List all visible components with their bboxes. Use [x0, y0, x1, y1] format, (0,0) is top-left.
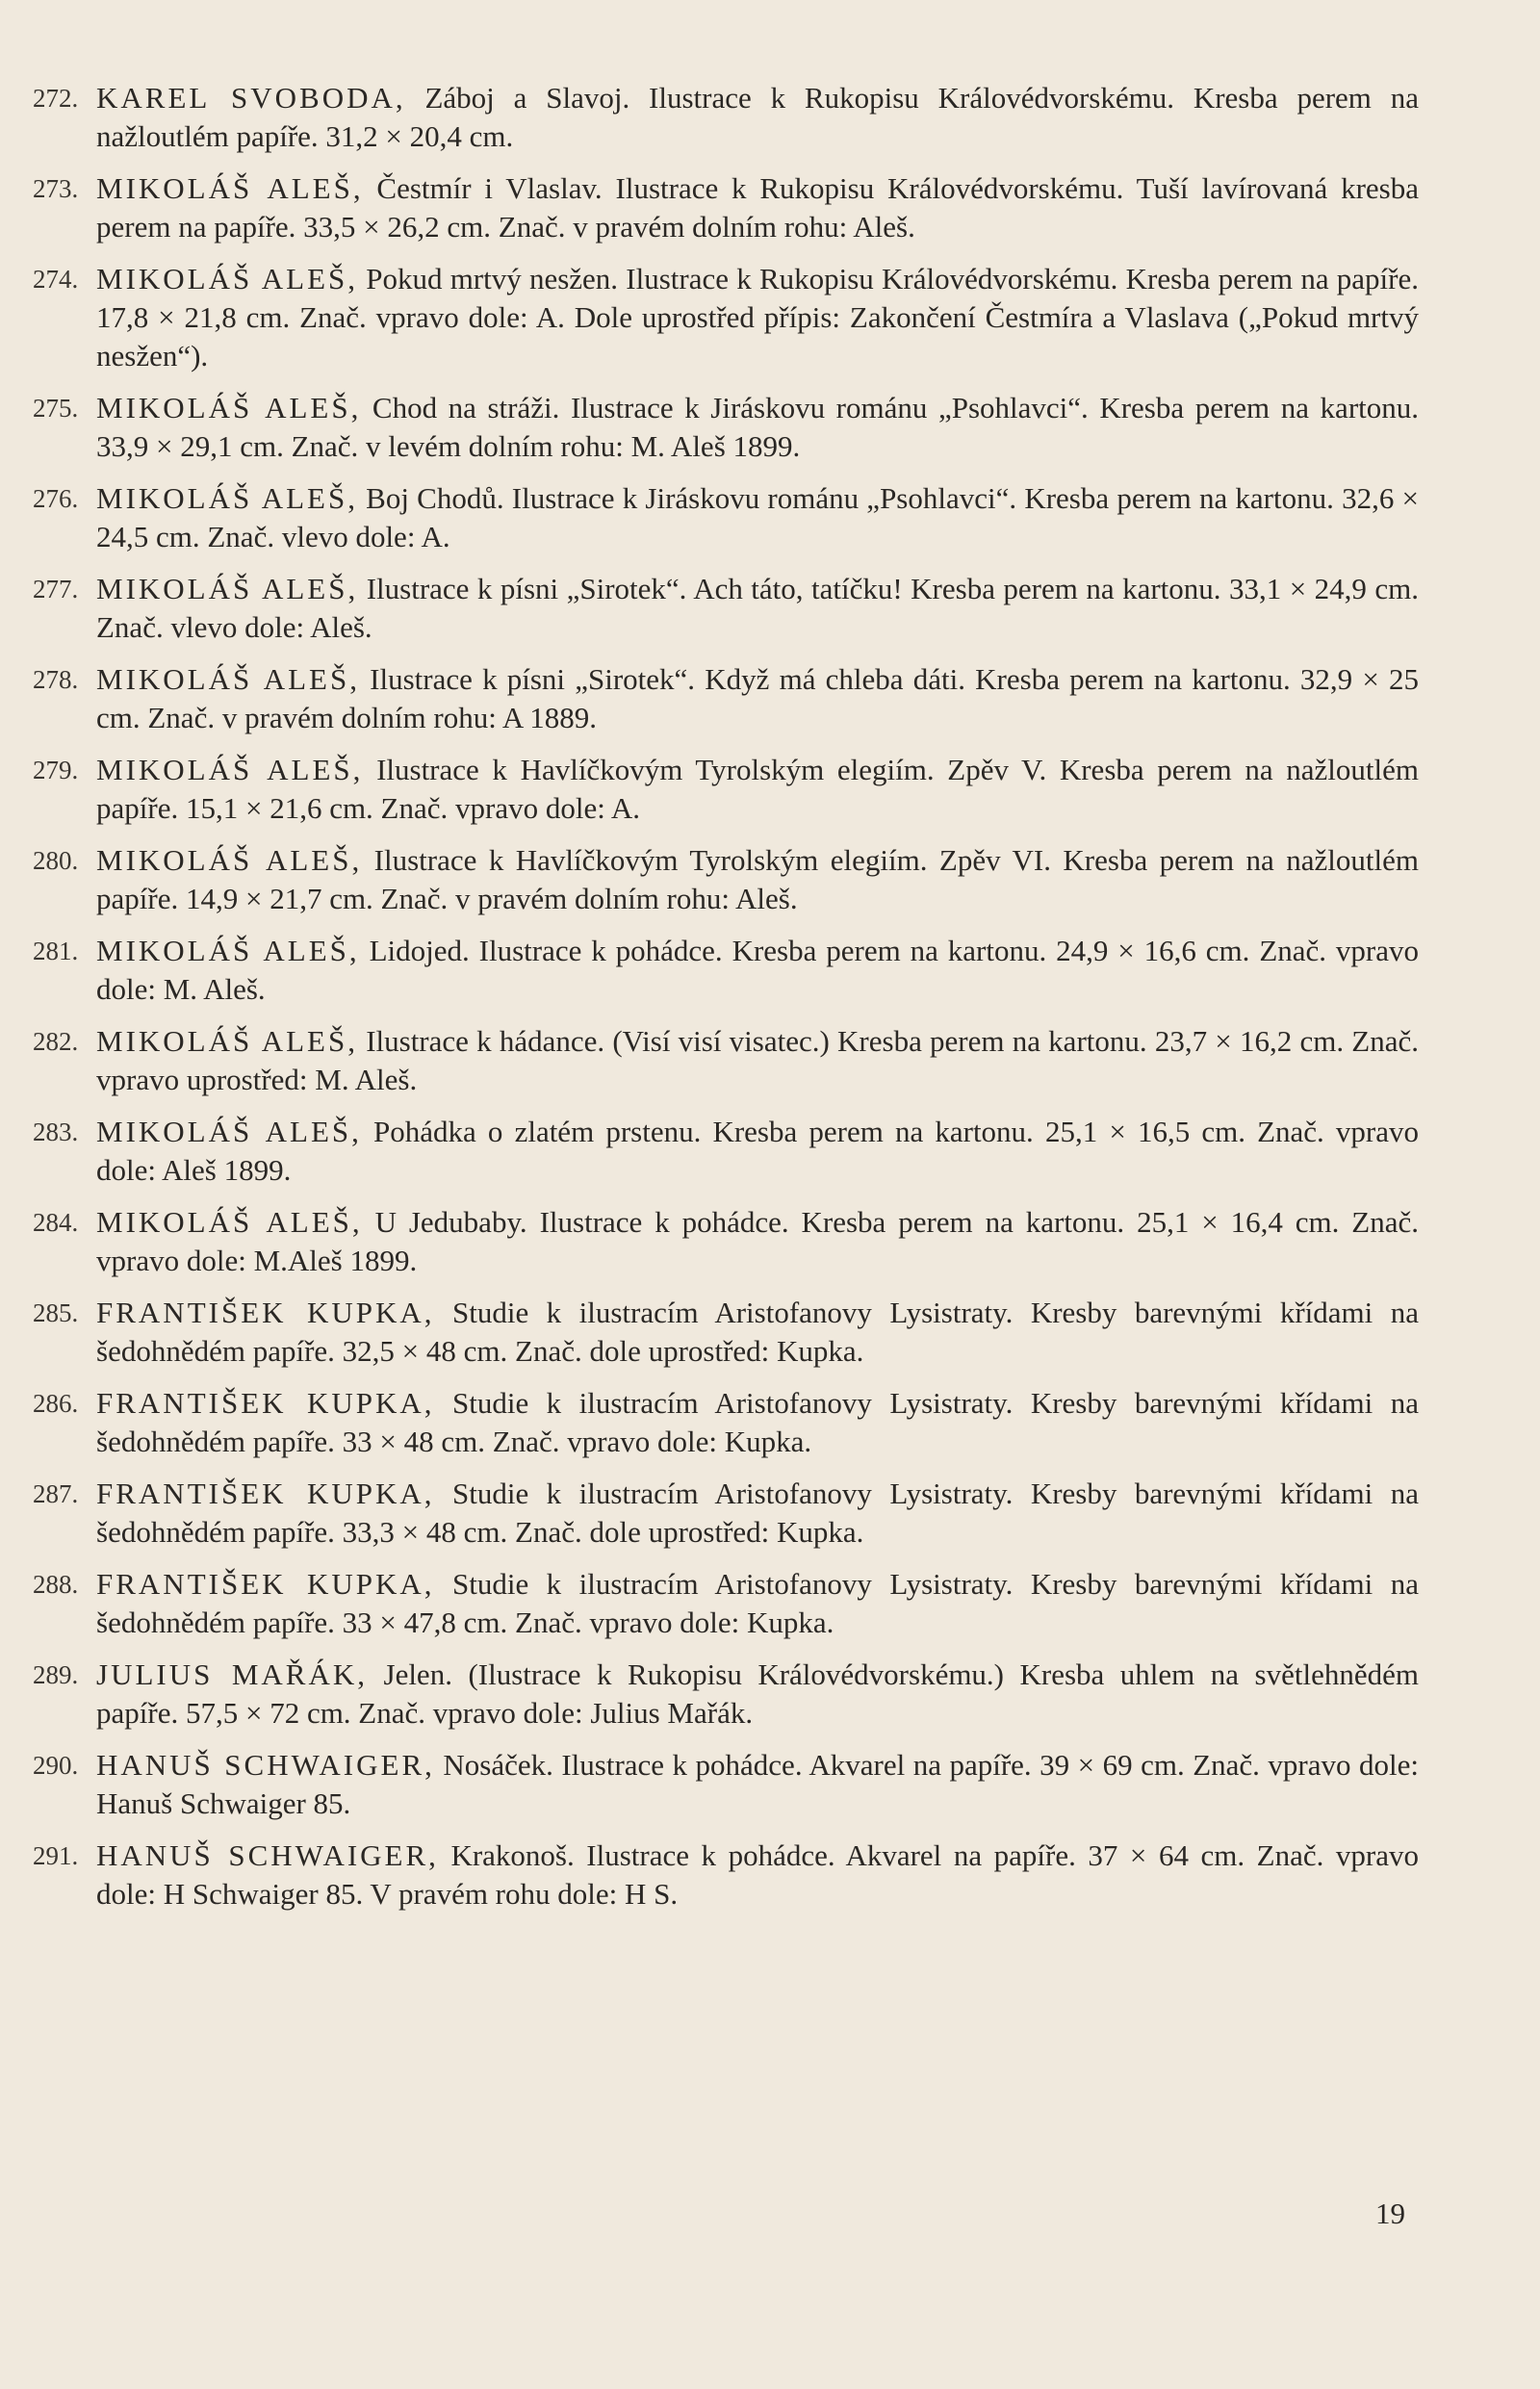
entry-description	[96, 79, 1419, 156]
entry-number: 285.	[33, 1298, 79, 1327]
catalog-entry	[33, 479, 1419, 556]
entry-artist: MIKOLÁŠ ALEŠ,	[96, 934, 360, 967]
entry-artist: MIKOLÁŠ ALEŠ,	[96, 1205, 363, 1239]
entry-text: Jelen. (Ilustrace k Rukopisu Královédvorskému.) Kresba uhlem na světlehnědém papíře. 57,5 × 72 cm. Znač. vpravo dole: Julius Mařák.	[96, 1657, 1419, 1730]
entry-number: 272.	[33, 84, 79, 113]
entry-text: Studie k ilustracím Aristofanovy Lysistraty. Kresby barevnými křídami na šedohnědém papíře. 33,3 × 48 cm. Znač. dole uprostřed: Kupka.	[96, 1477, 1419, 1549]
entry-description	[96, 660, 1419, 737]
entry-artist: MIKOLÁŠ ALEŠ,	[96, 843, 363, 877]
entry-number: 276.	[33, 484, 79, 513]
catalog-entry	[33, 1022, 1419, 1099]
catalog-entry	[33, 751, 1419, 828]
entry-text: Ilustrace k Havlíčkovým Tyrolským elegiím. Zpěv VI. Kresba perem na nažloutlém papíře. 14,9 × 21,7 cm. Znač. v pravém dolním rohu: Aleš.	[96, 843, 1419, 915]
entry-text: Pokud mrtvý nesžen. Ilustrace k Rukopisu Královédvorskému. Kresba perem na papíře. 17,8 × 21,8 cm. Znač. vpravo dole: A. Dole uprostřed přípis: Zakončení Čestmíra a Vlaslava („Pokud mrtvý nesžen“).	[96, 262, 1420, 372]
entry-number: 291.	[33, 1841, 79, 1870]
entry-number: 288.	[33, 1570, 79, 1599]
entry-number: 277.	[33, 575, 79, 604]
entry-text: Ilustrace k Havlíčkovým Tyrolským elegiím. Zpěv V. Kresba perem na nažloutlém papíře. 15,1 × 21,6 cm. Znač. vpravo dole: A.	[96, 753, 1420, 825]
entry-artist: MIKOLÁŠ ALEŠ,	[96, 753, 364, 786]
entry-description	[96, 479, 1419, 556]
catalog-entry	[33, 389, 1419, 466]
entry-artist: MIKOLÁŠ ALEŠ,	[96, 1115, 362, 1148]
entry-description	[96, 1203, 1419, 1280]
entry-description	[96, 932, 1419, 1009]
entry-description	[96, 1565, 1419, 1642]
catalog-entry	[33, 1384, 1419, 1461]
catalog-entry	[33, 169, 1419, 246]
catalog-entry	[33, 1203, 1419, 1280]
entry-artist: FRANTIŠEK KUPKA,	[96, 1477, 435, 1510]
entry-artist: MIKOLÁŠ ALEŠ,	[96, 391, 362, 424]
entry-text: Pohádka o zlatém prstenu. Kresba perem na kartonu. 25,1 × 16,5 cm. Znač. vpravo dole: Aleš 1899.	[96, 1115, 1420, 1187]
catalog-entry	[33, 1113, 1419, 1190]
entry-description	[96, 1746, 1419, 1823]
entry-artist: FRANTIŠEK KUPKA,	[96, 1567, 435, 1601]
entry-text: Krakonoš. Ilustrace k pohádce. Akvarel na papíře. 37 × 64 cm. Znač. vpravo dole: H Schwaiger 85. V pravém rohu dole: H S.	[96, 1838, 1419, 1911]
entry-description	[96, 841, 1419, 918]
entry-number: 282.	[33, 1027, 79, 1056]
entry-description	[96, 1294, 1419, 1371]
entry-number: 290.	[33, 1751, 79, 1780]
entry-number: 273.	[33, 174, 79, 203]
entry-number: 278.	[33, 665, 79, 694]
entry-description	[96, 1837, 1419, 1914]
catalog-entries	[33, 79, 1419, 1927]
entry-description	[96, 1113, 1419, 1190]
entry-text: Ilustrace k písni „Sirotek“. Ach táto, tatíčku! Kresba perem na kartonu. 33,1 × 24,9 cm. Znač. vlevo dole: Aleš.	[96, 572, 1419, 644]
entry-number: 287.	[33, 1479, 79, 1508]
entry-number: 281.	[33, 937, 79, 965]
catalog-entry	[33, 260, 1419, 375]
entry-description	[96, 751, 1419, 828]
entry-number: 284.	[33, 1208, 79, 1237]
entry-artist: MIKOLÁŠ ALEŠ,	[96, 481, 358, 515]
entry-number: 283.	[33, 1117, 79, 1146]
entry-artist: MIKOLÁŠ ALEŠ,	[96, 662, 360, 696]
entry-number: 289.	[33, 1660, 79, 1689]
entry-artist: MIKOLÁŠ ALEŠ,	[96, 572, 359, 605]
entry-artist: KAREL SVOBODA,	[96, 81, 406, 115]
catalog-entry	[33, 1837, 1419, 1914]
entry-text: Nosáček. Ilustrace k pohádce. Akvarel na papíře. 39 × 69 cm. Znač. vpravo dole: Hanuš Schwaiger 85.	[96, 1748, 1419, 1820]
page-number: 19	[1375, 2196, 1405, 2230]
catalog-entry	[33, 841, 1419, 918]
entry-number: 280.	[33, 846, 79, 875]
catalog-entry	[33, 1656, 1419, 1733]
entry-text: Studie k ilustracím Aristofanovy Lysistraty. Kresby barevnými křídami na šedohnědém papíře. 33 × 47,8 cm. Znač. vpravo dole: Kupka.	[96, 1567, 1419, 1639]
entry-number: 279.	[33, 756, 79, 784]
catalog-entry	[33, 570, 1419, 647]
catalog-entry	[33, 1475, 1419, 1552]
entry-artist: MIKOLÁŠ ALEŠ,	[96, 262, 358, 295]
catalog-entry	[33, 79, 1419, 156]
entry-artist: HANUŠ SCHWAIGER,	[96, 1838, 439, 1872]
entry-text: Ilustrace k hádance. (Visí visí visatec.) Kresba perem na kartonu. 23,7 × 16,2 cm. Znač. vpravo uprostřed: M. Aleš.	[96, 1024, 1419, 1096]
entry-number: 274.	[33, 265, 79, 294]
entry-number: 275.	[33, 394, 79, 423]
entry-description	[96, 1022, 1419, 1099]
entry-artist: JULIUS MAŘÁK,	[96, 1657, 368, 1691]
entry-description	[96, 1384, 1419, 1461]
catalog-entry	[33, 660, 1419, 737]
catalog-entry	[33, 1294, 1419, 1371]
entry-text: U Jedubaby. Ilustrace k pohádce. Kresba perem na kartonu. 25,1 × 16,4 cm. Znač. vpravo dole: M.Aleš 1899.	[96, 1205, 1419, 1277]
entry-text: Boj Chodů. Ilustrace k Jiráskovu románu „Psohlavci“. Kresba perem na kartonu. 32,6 × 24,5 cm. Znač. vlevo dole: A.	[96, 481, 1420, 553]
entry-description	[96, 570, 1419, 647]
catalog-entry	[33, 1746, 1419, 1823]
entry-text: Chod na stráži. Ilustrace k Jiráskovu románu „Psohlavci“. Kresba perem na kartonu. 33,9 × 29,1 cm. Znač. v levém dolním rohu: M. Aleš 1899.	[96, 391, 1419, 463]
entry-description	[96, 260, 1419, 375]
entry-number: 286.	[33, 1389, 79, 1418]
entry-artist: FRANTIŠEK KUPKA,	[96, 1296, 435, 1329]
entry-text: Lidojed. Ilustrace k pohádce. Kresba perem na kartonu. 24,9 × 16,6 cm. Znač. vpravo dole: M. Aleš.	[96, 934, 1419, 1006]
entry-artist: FRANTIŠEK KUPKA,	[96, 1386, 435, 1420]
entry-text: Čestmír i Vlaslav. Ilustrace k Rukopisu Královédvorskému. Tuší lavírovaná kresba perem na papíře. 33,5 × 26,2 cm. Znač. v pravém dolním rohu: Aleš.	[96, 171, 1420, 244]
entry-description	[96, 1475, 1419, 1552]
entry-text: Záboj a Slavoj. Ilustrace k Rukopisu Královédvorskému. Kresba perem na nažloutlém papíře. 31,2 × 20,4 cm.	[96, 81, 1420, 153]
entry-text: Studie k ilustracím Aristofanovy Lysistraty. Kresby barevnými křídami na šedohnědém papíře. 33 × 48 cm. Znač. vpravo dole: Kupka.	[96, 1386, 1419, 1458]
catalog-entry	[33, 932, 1419, 1009]
entry-artist: MIKOLÁŠ ALEŠ,	[96, 1024, 358, 1058]
entry-text: Ilustrace k písni „Sirotek“. Když má chleba dáti. Kresba perem na kartonu. 32,9 × 25 cm. Znač. v pravém dolním rohu: A 1889.	[96, 662, 1420, 734]
entry-artist: HANUŠ SCHWAIGER,	[96, 1748, 435, 1782]
entry-text: Studie k ilustracím Aristofanovy Lysistraty. Kresby barevnými křídami na šedohnědém papíře. 32,5 × 48 cm. Znač. dole uprostřed: Kupka.	[96, 1296, 1419, 1368]
entry-description	[96, 169, 1419, 246]
entry-description	[96, 1656, 1419, 1733]
entry-description	[96, 389, 1419, 466]
catalog-entry	[33, 1565, 1419, 1642]
entry-artist: MIKOLÁŠ ALEŠ,	[96, 171, 364, 205]
